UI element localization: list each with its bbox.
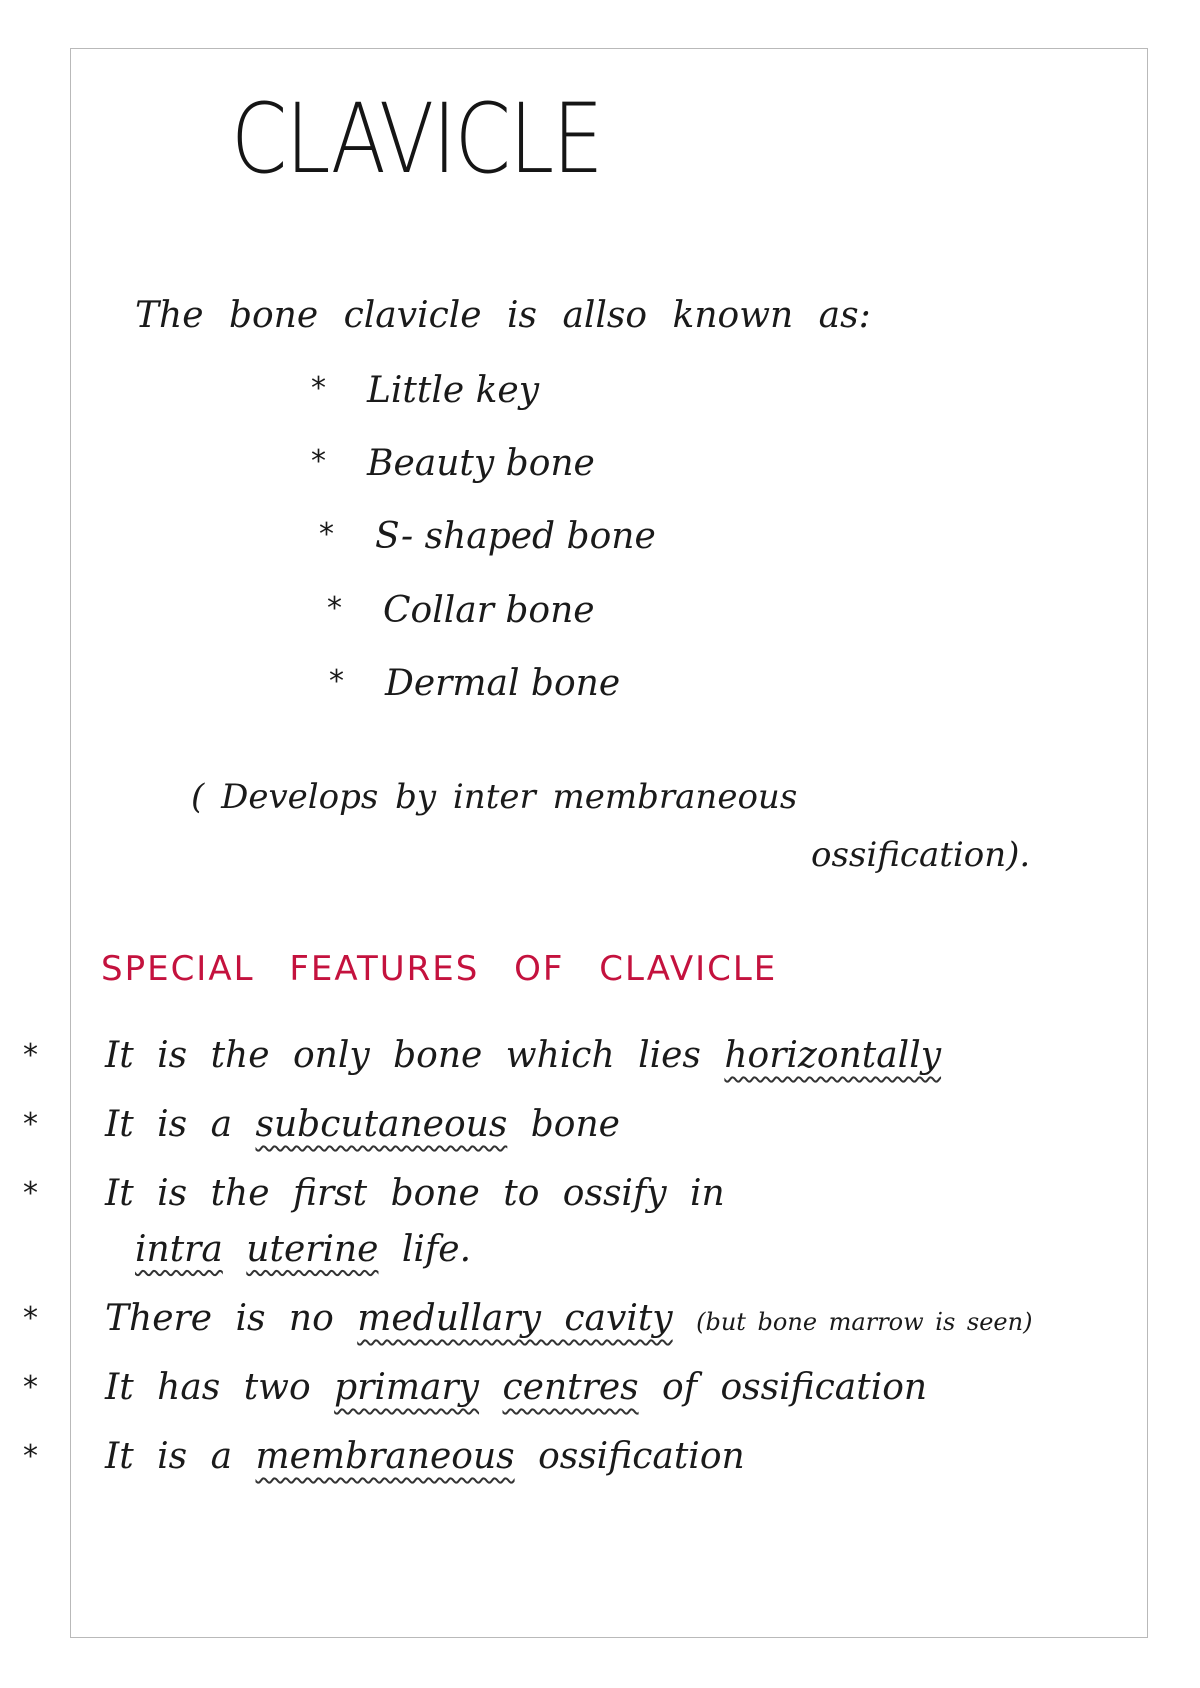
asterisk-icon: * (23, 1038, 38, 1073)
feature-keyword: membraneous (255, 1436, 515, 1478)
feature-item (23, 1034, 1149, 1077)
feature-text: of ossification (662, 1366, 928, 1408)
feature-text: It is the first bone to ossify in (105, 1173, 725, 1215)
asterisk-icon: * (23, 1300, 38, 1336)
alias-item (329, 662, 656, 705)
feature-keyword: primary (334, 1366, 480, 1408)
asterisk-icon: * (319, 517, 334, 553)
feature-item (23, 1103, 1149, 1146)
feature-item (23, 1297, 1149, 1340)
feature-keyword: subcutaneous (255, 1104, 508, 1146)
alias-label: S- shaped bone (375, 516, 656, 558)
note-line-1: ( Develops by inter membraneous (191, 777, 798, 817)
page-title: CLAVICLE (231, 83, 602, 195)
feature-keyword: centres (502, 1366, 639, 1408)
feature-keyword: horizontally (724, 1035, 942, 1076)
feature-item (23, 1172, 1149, 1270)
alias-item (311, 442, 656, 485)
feature-item (23, 1435, 1149, 1478)
feature-text: It has two (105, 1366, 311, 1408)
feature-text: ossification (538, 1436, 745, 1478)
intro-text: The bone clavicle is allso known as: (135, 295, 871, 336)
feature-text: It is the only bone which lies (105, 1035, 701, 1076)
alias-label: Beauty bone (367, 443, 595, 485)
asterisk-icon: * (329, 663, 344, 699)
note-line-2: ossification). (811, 834, 1031, 875)
feature-continuation (105, 1228, 1149, 1271)
alias-list (311, 369, 656, 735)
feature-keyword: medullary cavity (357, 1297, 673, 1339)
section-heading: SPECIAL FEATURES OF CLAVICLE (101, 949, 778, 989)
feature-keyword: uterine (246, 1228, 379, 1270)
feature-text: life. (401, 1228, 472, 1270)
alias-label: Collar bone (383, 589, 595, 631)
asterisk-icon: * (23, 1107, 38, 1143)
alias-item (327, 589, 656, 632)
alias-label: Little key (367, 370, 540, 411)
asterisk-icon: * (327, 590, 342, 626)
feature-aside: (but bone marrow is seen) (696, 1307, 1033, 1336)
notebook-page (23, 48, 1148, 1638)
asterisk-icon: * (311, 444, 326, 480)
alias-label: Dermal bone (385, 662, 621, 704)
alias-item (319, 515, 656, 558)
feature-keyword: intra (135, 1228, 223, 1270)
feature-text: bone (530, 1104, 620, 1146)
asterisk-icon: * (311, 371, 326, 406)
ossification-note (191, 769, 1091, 885)
feature-text: There is no (105, 1297, 334, 1339)
asterisk-icon: * (23, 1176, 38, 1212)
feature-list (23, 1034, 1149, 1504)
asterisk-icon: * (23, 1439, 38, 1475)
feature-item (23, 1366, 1149, 1409)
feature-text: It is a (105, 1104, 233, 1146)
feature-text: It is a (105, 1436, 233, 1478)
alias-item (311, 369, 656, 412)
asterisk-icon: * (23, 1369, 38, 1405)
